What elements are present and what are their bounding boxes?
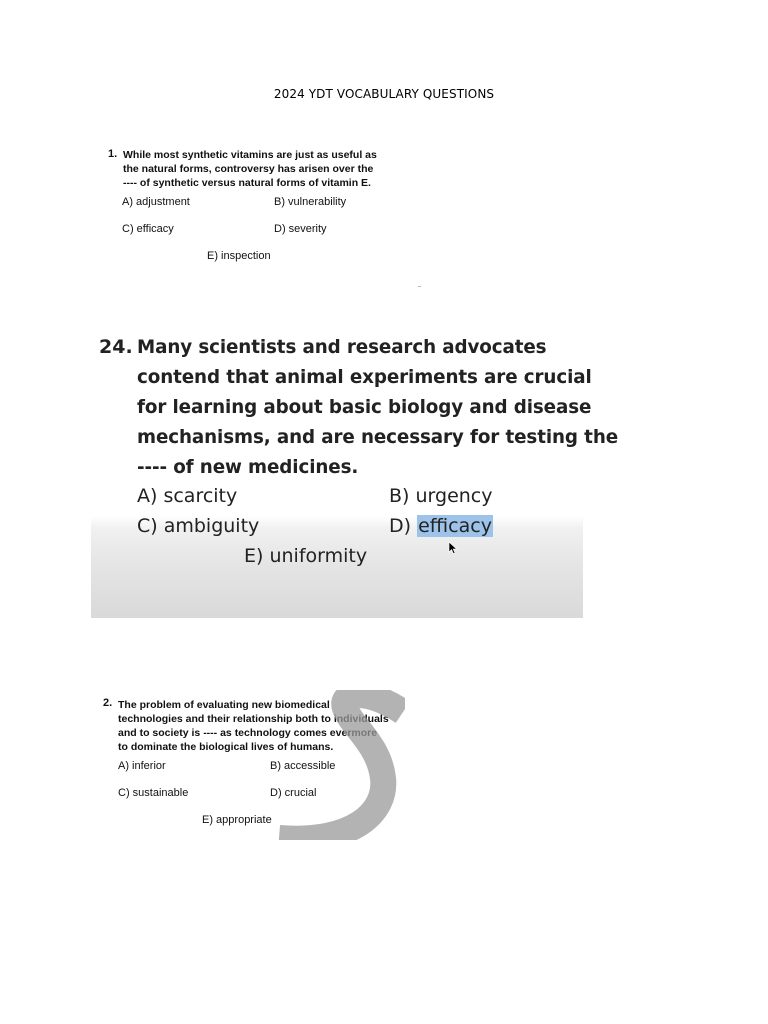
question-stem-line: technologies and their relationship both to individuals xyxy=(118,713,389,725)
option-c: C) sustainable xyxy=(118,787,189,799)
question-24 xyxy=(91,330,619,618)
page-title: 2024 YDT VOCABULARY QUESTIONS xyxy=(273,87,495,101)
option-c: C) efficacy xyxy=(122,223,174,235)
question-stem-line: Many scientists and research advocates xyxy=(137,337,547,358)
question-stem-line: While most synthetic vitamins are just as useful as xyxy=(123,149,377,161)
question-stem-line: The problem of evaluating new biomedical xyxy=(118,699,330,711)
option-d xyxy=(389,515,493,537)
question-stem-line: the natural forms, controversy has arisen over the xyxy=(123,163,374,175)
question-stem-line: ---- of synthetic versus natural forms of vitamin E. xyxy=(123,177,371,189)
question-number: 24. xyxy=(99,336,133,358)
option-d: D) severity xyxy=(274,223,327,235)
option-a: A) adjustment xyxy=(122,196,190,208)
question-stem-line: ---- of new medicines. xyxy=(137,457,359,478)
question-stem-line: to dominate the biological lives of humans. xyxy=(118,741,334,753)
option-b: B) accessible xyxy=(270,760,336,772)
question-number: 2. xyxy=(103,697,113,709)
option-d-prefix: D) xyxy=(389,515,418,537)
option-c: C) ambiguity xyxy=(137,515,260,537)
question-number: 1. xyxy=(108,148,118,160)
option-a: A) scarcity xyxy=(137,485,238,507)
option-b: B) vulnerability xyxy=(274,196,347,208)
option-b: B) urgency xyxy=(389,485,493,507)
option-e: E) appropriate xyxy=(202,814,272,826)
option-a: A) inferior xyxy=(118,760,166,772)
mouse-pointer-icon xyxy=(448,542,458,554)
question-stem-line: and to society is ---- as technology comes evermore xyxy=(118,727,378,739)
option-e: E) inspection xyxy=(207,250,271,262)
question-stem-line: for learning about basic biology and disease xyxy=(137,397,592,418)
option-e: E) uniformity xyxy=(244,545,368,567)
question-stem-line: mechanisms, and are necessary for testing the xyxy=(137,427,619,448)
highlighted-answer[interactable]: efficacy xyxy=(418,515,492,537)
scan-artifact xyxy=(418,286,421,287)
question-stem-line: contend that animal experiments are crucial xyxy=(137,367,592,388)
option-d: D) crucial xyxy=(270,787,317,799)
